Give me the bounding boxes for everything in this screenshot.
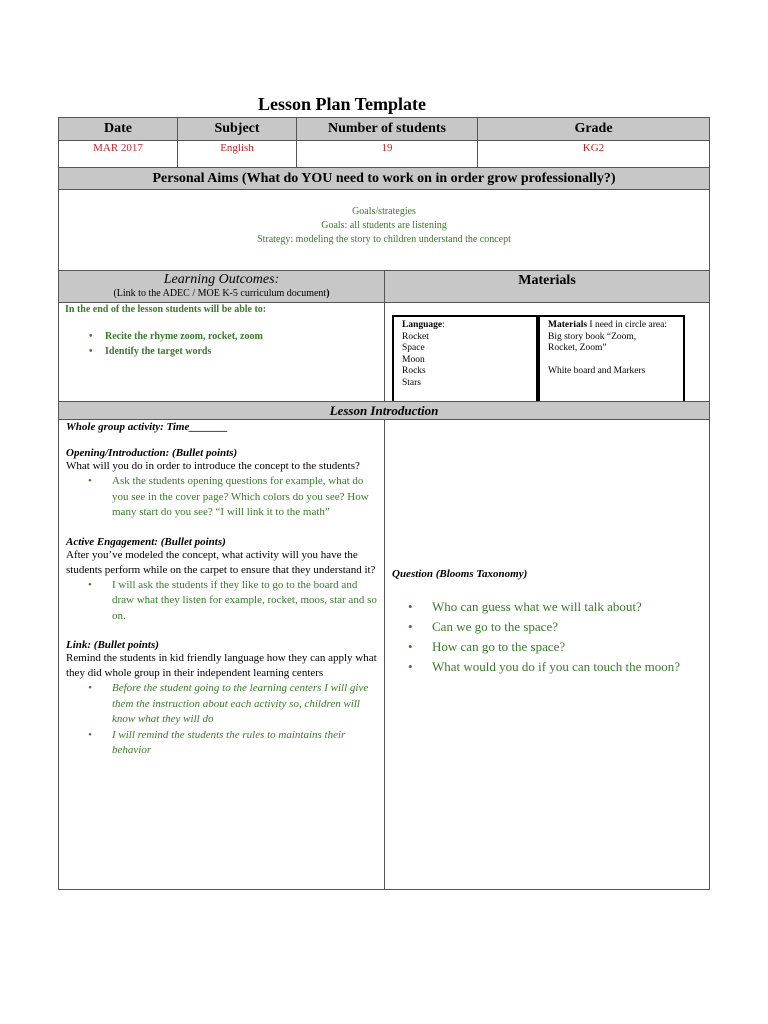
language-item: Stars [402,377,421,388]
questions-list [408,597,702,677]
personal-aims-heading: Personal Aims (What do YOU need to work on in order grow professionally?) [58,167,710,190]
lesson-intro-heading: Lesson Introduction [58,401,710,420]
link-heading: Link: (Bullet points) [66,639,159,651]
learning-outcomes-intro: In the end of the lesson students will be able to: [65,304,267,315]
list-item: • I will ask the students if they like to go to the board and draw what they listen for example, rocket, moos, star and so on. [88,578,377,625]
list-item: • Ask the students opening questions for example, what do you see in the cover page? Which colors do you see? How many start do you see? “I will link it to the math” [88,474,377,521]
personal-aims-line2: Goals: all students are listening [321,220,447,231]
subject-header: Subject [177,117,297,141]
date-value: MAR 2017 [58,140,178,168]
materials-line: Rocket, Zoom” [548,343,607,353]
list-item: • Identify the target words [89,344,378,359]
opening-text: What will you do in order to introduce the concept to the students? [66,460,360,472]
grade-value: KG2 [477,140,710,168]
materials-line: White board and Markers [548,365,646,376]
lesson-intro-left [58,419,385,890]
date-header: Date [58,117,178,141]
language-item: Rocks [402,366,426,376]
list-item: • How can go to the space? [408,637,702,657]
active-text: After you’ve modeled the concept, what activity will you have the students perform while on the carpet to ensure that they understand it? [66,548,376,576]
active-list [88,578,377,625]
materials-line: Big story book “Zoom, [548,331,637,342]
list-item: • Who can guess what we will talk about? [408,597,702,617]
materials-heading: Materials [384,270,710,303]
learning-outcomes-heading: Learning Outcomes: [163,272,280,287]
language-item: Space [402,343,425,353]
lesson-intro-right [384,419,710,890]
language-item: Moon [402,354,425,365]
questions-heading: Question (Blooms Taxonomy) [392,568,528,580]
language-item: Rocket [402,331,429,342]
active-heading: Active Engagement: (Bullet points) [66,535,226,548]
materials-label: Materials I need in circle area: [548,320,667,330]
list-item: • What would you do if you can touch the moon? [408,657,702,677]
grade-header: Grade [477,117,710,141]
subject-value: English [177,140,297,168]
learning-outcomes-body [58,302,385,402]
personal-aims-line1: Goals/strategies [352,206,416,217]
list-item: • Recite the rhyme zoom, rocket, zoom [89,329,378,344]
learning-outcomes-list [89,329,378,359]
materials-box [538,315,685,407]
whole-group-label: Whole group activity: Time_______ [66,421,228,433]
language-box [392,315,538,407]
language-label: Language: [402,320,445,330]
link-list [88,681,377,759]
personal-aims-line3: Strategy: modeling the story to children understand the concept [257,234,511,245]
list-item: • Before the student going to the learning centers I will give them the instruction about each activity so, children will know what they will do [88,681,377,728]
opening-list [88,474,377,521]
students-value: 19 [296,140,478,168]
personal-aims-body [58,189,710,271]
page-title: Lesson Plan Template [257,94,427,114]
link-text: Remind the students in kid friendly language how they can apply what they did whole group in their independent learning centers [66,652,377,679]
opening-heading: Opening/Introduction: (Bullet points) [66,447,238,459]
students-header: Number of students [296,117,478,141]
list-item: • I will remind the students the rules to maintains their behavior [88,728,377,759]
learning-outcomes-subheading: (Link to the ADEC / MOE K-5 curriculum document) [113,288,330,299]
list-item: • Can we go to the space? [408,617,702,637]
learning-outcomes-header [58,270,385,303]
